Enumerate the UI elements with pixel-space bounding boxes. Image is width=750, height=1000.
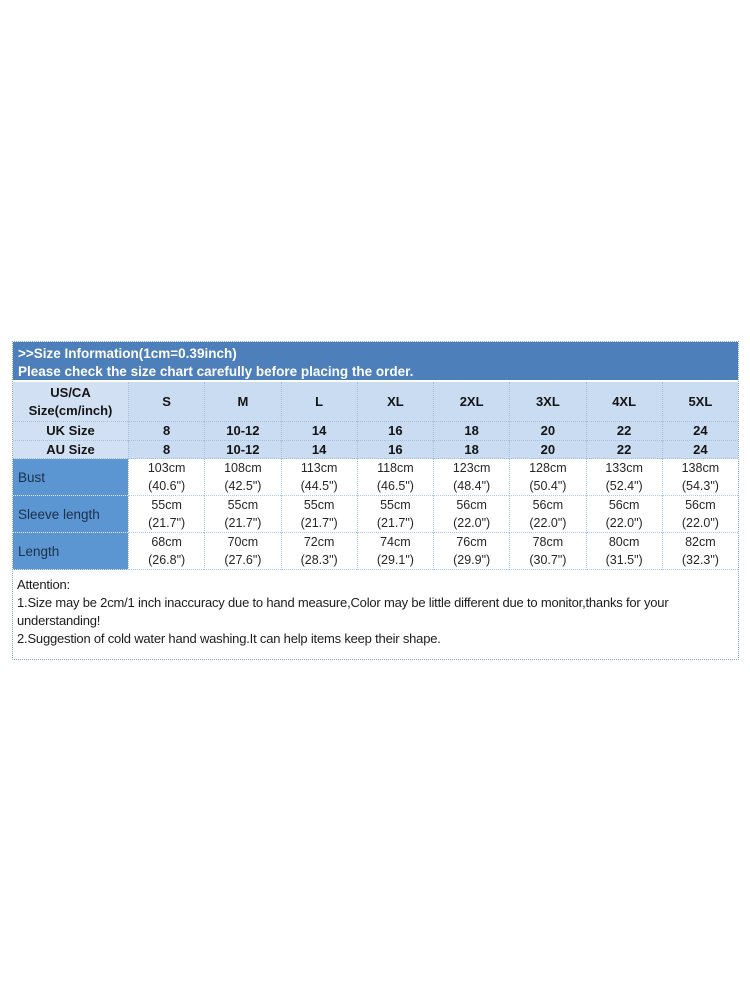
size-info-banner (13, 342, 738, 382)
value-inch: (22.0") (681, 516, 719, 530)
length-value (662, 533, 738, 570)
sleeve-value (586, 496, 662, 533)
sleeve-value (128, 496, 204, 533)
size-chart (12, 341, 739, 660)
bust-value (662, 459, 738, 496)
value-inch: (21.7") (376, 516, 414, 530)
size-info-title: >>Size Information(1cm=0.39inch) (18, 346, 237, 361)
sleeve-value (204, 496, 280, 533)
value-cm: 55cm (380, 498, 411, 512)
value-cm: 74cm (380, 535, 411, 549)
value-cm: 55cm (303, 498, 335, 512)
bust-value (509, 459, 585, 496)
length-value (509, 533, 585, 570)
value-inch: (28.3") (300, 553, 338, 567)
value-inch: (27.6") (224, 553, 262, 567)
bust-value (128, 459, 204, 496)
value-cm: 78cm (532, 535, 564, 549)
uk-size-row (13, 422, 738, 441)
value-inch: (32.3") (681, 553, 719, 567)
value-inch: (54.3") (681, 479, 719, 493)
uk-size-value: 20 (509, 422, 585, 441)
au-size-value: 24 (662, 441, 738, 459)
column-header-l: L (281, 382, 357, 422)
value-inch: (52.4") (605, 479, 643, 493)
value-inch: (21.7") (224, 516, 262, 530)
au-size-value: 10-12 (204, 441, 280, 459)
value-cm: 103cm (147, 461, 186, 475)
value-cm: 56cm (685, 498, 716, 512)
uk-size-value: 22 (586, 422, 662, 441)
length-row (13, 533, 738, 570)
value-inch: (31.5") (605, 553, 643, 567)
column-header-s: S (128, 382, 204, 422)
value-cm: 123cm (452, 461, 491, 475)
length-value (281, 533, 357, 570)
column-header-3xl: 3XL (509, 382, 585, 422)
value-cm: 138cm (681, 461, 720, 475)
sleeve-value (357, 496, 433, 533)
value-inch: (44.5") (300, 479, 338, 493)
bust-value (586, 459, 662, 496)
column-header-2xl: 2XL (433, 382, 509, 422)
length-value (204, 533, 280, 570)
sleeve-length-label: Sleeve length (13, 496, 128, 533)
value-inch: (22.0") (529, 516, 567, 530)
uk-size-value: 18 (433, 422, 509, 441)
value-inch: (21.7") (148, 516, 186, 530)
value-inch: (26.8") (148, 553, 186, 567)
au-size-value: 14 (281, 441, 357, 459)
length-value (128, 533, 204, 570)
uk-size-value: 10-12 (204, 422, 280, 441)
value-cm: 56cm (532, 498, 564, 512)
column-header-m: M (204, 382, 280, 422)
bust-value (204, 459, 280, 496)
sleeve-value (433, 496, 509, 533)
bust-label: Bust (13, 459, 128, 496)
corner-header-line2: Size(cm/inch) (28, 402, 113, 418)
size-info-subtitle: Please check the size chart carefully before placing the order. (18, 364, 414, 379)
value-cm: 55cm (227, 498, 259, 512)
value-cm: 113cm (300, 461, 338, 475)
bust-row (13, 459, 738, 496)
sleeve-value (662, 496, 738, 533)
uk-size-value: 16 (357, 422, 433, 441)
attention-note (13, 570, 738, 659)
uk-size-value: 24 (662, 422, 738, 441)
value-inch: (40.6") (148, 479, 186, 493)
column-header-4xl: 4XL (586, 382, 662, 422)
value-inch: (30.7") (529, 553, 567, 567)
length-label: Length (13, 533, 128, 570)
bust-value (433, 459, 509, 496)
value-cm: 68cm (151, 535, 182, 549)
corner-header-line1: US/CA (50, 384, 91, 400)
value-cm: 56cm (456, 498, 487, 512)
value-cm: 128cm (529, 461, 567, 475)
au-size-value: 20 (509, 441, 585, 459)
length-value (586, 533, 662, 570)
value-inch: (48.4") (453, 479, 491, 493)
attention-line-3: 2.Suggestion of cold water hand washing.It can help items keep their shape. (17, 631, 441, 646)
value-cm: 72cm (303, 535, 335, 549)
attention-heading: Attention: (17, 577, 70, 592)
au-size-value: 16 (357, 441, 433, 459)
column-header-5xl: 5XL (662, 382, 738, 422)
bust-value (357, 459, 433, 496)
au-size-label: AU Size (13, 441, 128, 459)
au-size-value: 22 (586, 441, 662, 459)
value-inch: (50.4") (529, 479, 567, 493)
length-value (433, 533, 509, 570)
attention-line-1: 1.Size may be 2cm/1 inch inaccuracy due to hand measure,Color may be little different due to monitor,thanks for your (17, 595, 669, 610)
sleeve-value (281, 496, 357, 533)
value-cm: 55cm (151, 498, 182, 512)
value-cm: 82cm (685, 535, 716, 549)
value-inch: (22.0") (605, 516, 643, 530)
value-cm: 76cm (456, 535, 487, 549)
au-size-value: 18 (433, 441, 509, 459)
value-inch: (22.0") (453, 516, 491, 530)
value-inch: (46.5") (376, 479, 414, 493)
value-inch: (42.5") (224, 479, 262, 493)
attention-line-2: understanding! (17, 613, 101, 628)
column-header-xl: XL (357, 382, 433, 422)
au-size-row (13, 441, 738, 459)
length-value (357, 533, 433, 570)
value-inch: (21.7") (300, 516, 338, 530)
sleeve-length-row (13, 496, 738, 533)
value-cm: 56cm (608, 498, 640, 512)
uk-size-label: UK Size (13, 422, 128, 441)
sleeve-value (509, 496, 585, 533)
value-cm: 70cm (227, 535, 259, 549)
uk-size-value: 8 (128, 422, 204, 441)
value-inch: (29.9") (453, 553, 491, 567)
value-cm: 133cm (605, 461, 643, 475)
value-cm: 80cm (608, 535, 640, 549)
value-cm: 108cm (224, 461, 262, 475)
value-cm: 118cm (377, 461, 414, 475)
uk-size-value: 14 (281, 422, 357, 441)
bust-value (281, 459, 357, 496)
au-size-value: 8 (128, 441, 204, 459)
column-header-row (13, 382, 738, 422)
value-inch: (29.1") (376, 553, 414, 567)
corner-header (13, 382, 128, 422)
